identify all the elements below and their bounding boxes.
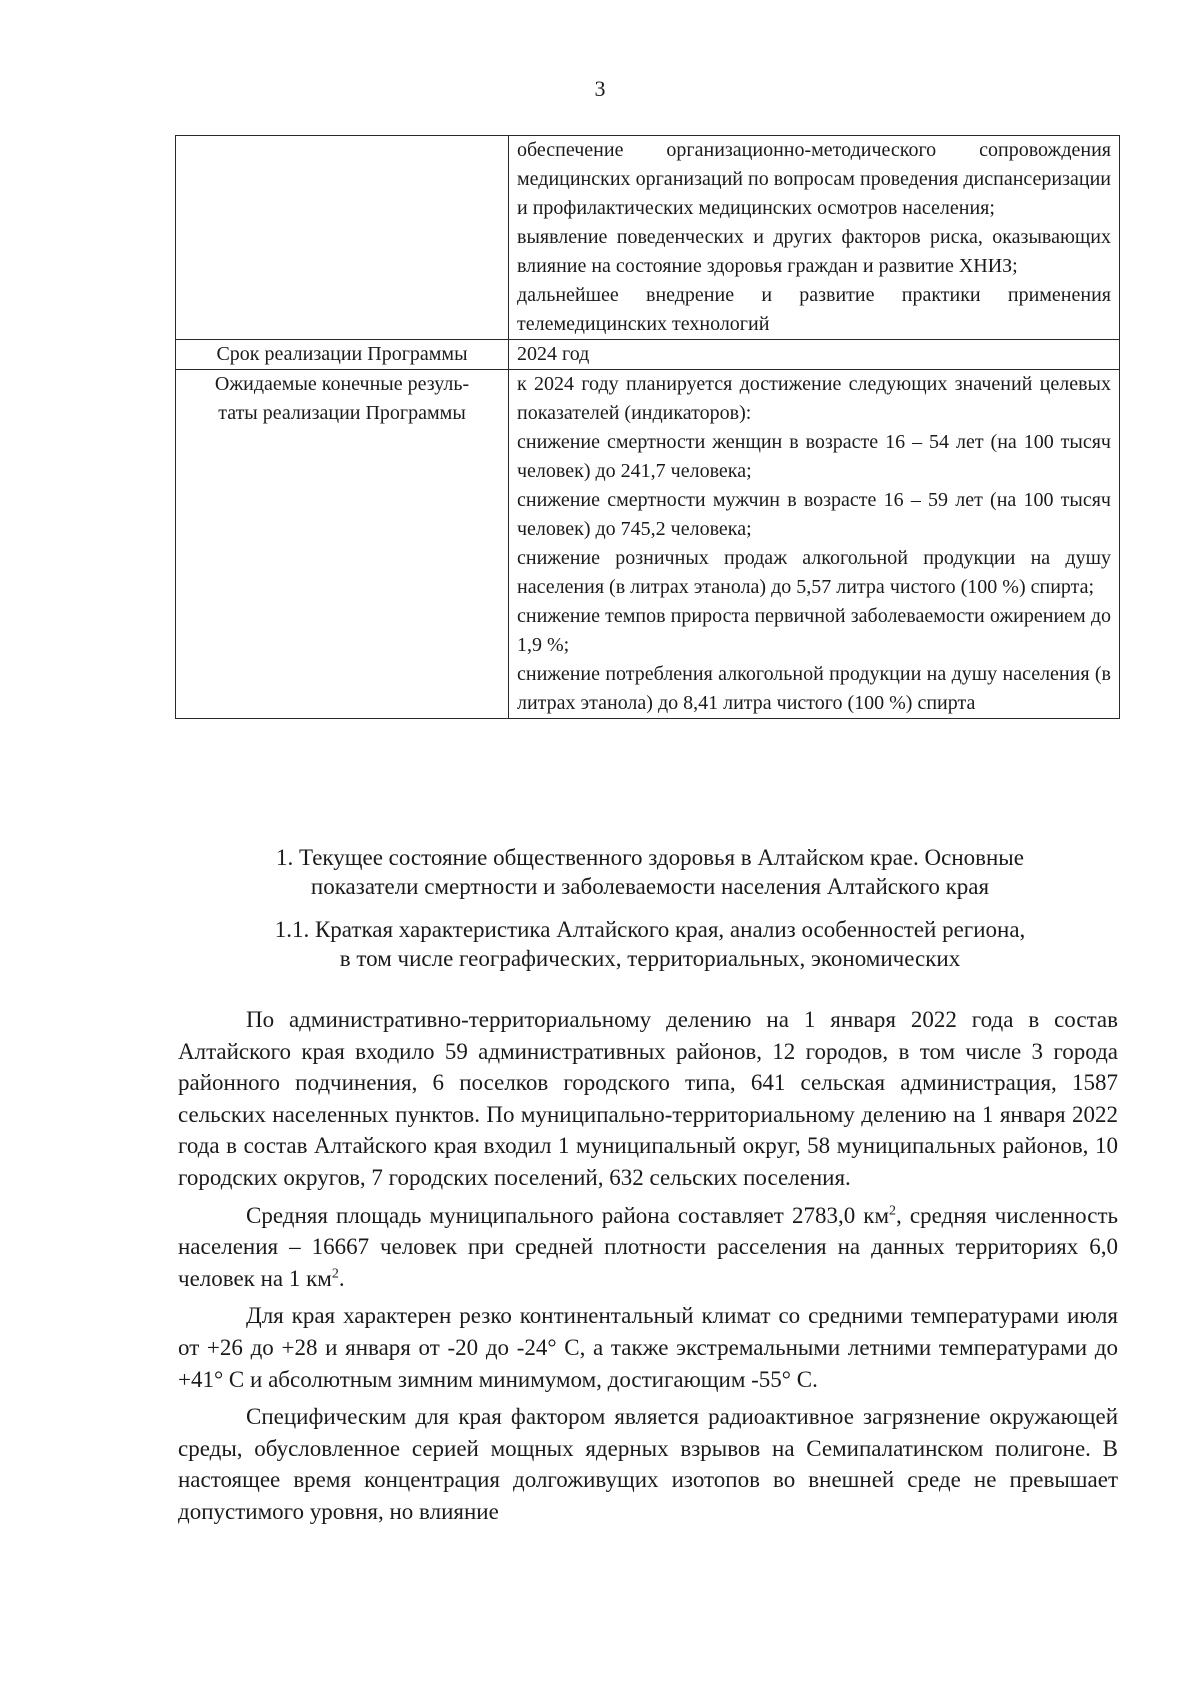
paragraph: [178, 1200, 1118, 1295]
section-heading-1-1: [150, 915, 1150, 973]
list-item: выявление поведенческих и других факторов риска, оказывающих влияние на состояние здоровья граждан и развитие ХНИЗ;: [517, 226, 1111, 277]
list-item: дальнейшее внедрение и развитие практики применения телемедицинских технологий: [517, 284, 1111, 335]
page-number: 3: [594, 76, 606, 101]
section-heading-1: [150, 843, 1150, 901]
row-value-results: [509, 370, 1120, 719]
row-value-term: 2024 год: [509, 340, 1120, 370]
row-value-tasks-continued: [509, 136, 1120, 340]
row-label-term: Срок реализации Программы: [176, 340, 509, 370]
program-passport-table: [175, 135, 1120, 719]
body-text: [178, 1004, 1118, 1534]
paragraph: По административно-территориальному делению на 1 января 2022 года в состав Алтайского края входило 59 административных районов, 12 городов, в том числе 3 города районного подчинения, 6 поселков городского типа, 641 сельская администрация, 1587 сельских населенных пунктов. По муниципально-территориальному делению на 1 января 2022 года в состав Алтайского края входил 1 муниципальный округ, 58 муниципальных районов, 10 городских округов, 7 городских поселений, 632 сельских поселения.: [178, 1007, 1118, 1190]
heading-line: показатели смертности и заболеваемости населения Алтайского края: [310, 874, 990, 899]
row-label-results: [176, 370, 509, 719]
paragraph: Для края характерен резко континентальный климат со средними температурами июля от +26 до +28 и января от -20 до -24° С, а также экстремальными летними температурами до +41° С и абсолютным зимним минимумом, достигающим -55° С.: [178, 1303, 1118, 1392]
superscript: 2: [889, 1202, 897, 1218]
table-row: [176, 136, 1120, 340]
list-item: снижение смертности мужчин в возрасте 16 – 59 лет (на 100 тысяч человек) до 745,2 человека;: [517, 489, 1111, 540]
list-item: снижение смертности женщин в возрасте 16 – 54 лет (на 100 тысяч человек) до 241,7 человека;: [517, 431, 1111, 482]
paragraph: Специфическим для края фактором является радиоактивное загрязнение окружающей среды, обусловленное серией мощных ядерных взрывов на Семипалатинском полигоне. В настоящее время концентрация долгоживущих изотопов во внешней среде не превышает допустимого уровня, но влияние: [178, 1404, 1118, 1524]
label-line: Ожидаемые конечные резуль-: [214, 373, 470, 395]
label-line: таты реализации Программы: [218, 402, 466, 424]
list-item: обеспечение организационно-методического сопровождения медицинских организаций по вопросам проведения диспансеризации и профилактических медицинских осмотров населения;: [517, 139, 1111, 219]
table-row: [176, 340, 1120, 370]
list-item: к 2024 году планируется достижение следующих значений целевых показателей (индикаторов):: [517, 373, 1111, 424]
list-item: снижение розничных продаж алкогольной продукции на душу населения (в литрах этанола) до 5,57 литра чистого (100 %) спирта;: [517, 547, 1111, 598]
table-row: [176, 370, 1120, 719]
heading-line: в том числе географических, территориальных, экономических: [339, 946, 961, 971]
text-run: , средняя численность населения – 16667 человек при средней плотности расселения на данных территориях 6,0 человек на 1 км: [178, 1202, 1118, 1291]
heading-line: 1.1. Краткая характеристика Алтайского края, анализ особенностей региона,: [274, 917, 1026, 942]
text-run: Средняя площадь муниципального района составляет 2783,0 км: [246, 1202, 890, 1228]
text-run: .: [338, 1265, 345, 1291]
row-label-empty: [176, 136, 509, 340]
superscript: 2: [331, 1266, 339, 1282]
list-item: снижение потребления алкогольной продукции на душу населения (в литрах этанола) до 8,41 литра чистого (100 %) спирта: [517, 663, 1111, 714]
heading-line: 1. Текущее состояние общественного здоровья в Алтайском крае. Основные: [276, 845, 1024, 870]
list-item: снижение темпов прироста первичной заболеваемости ожирением до 1,9 %;: [517, 605, 1111, 656]
